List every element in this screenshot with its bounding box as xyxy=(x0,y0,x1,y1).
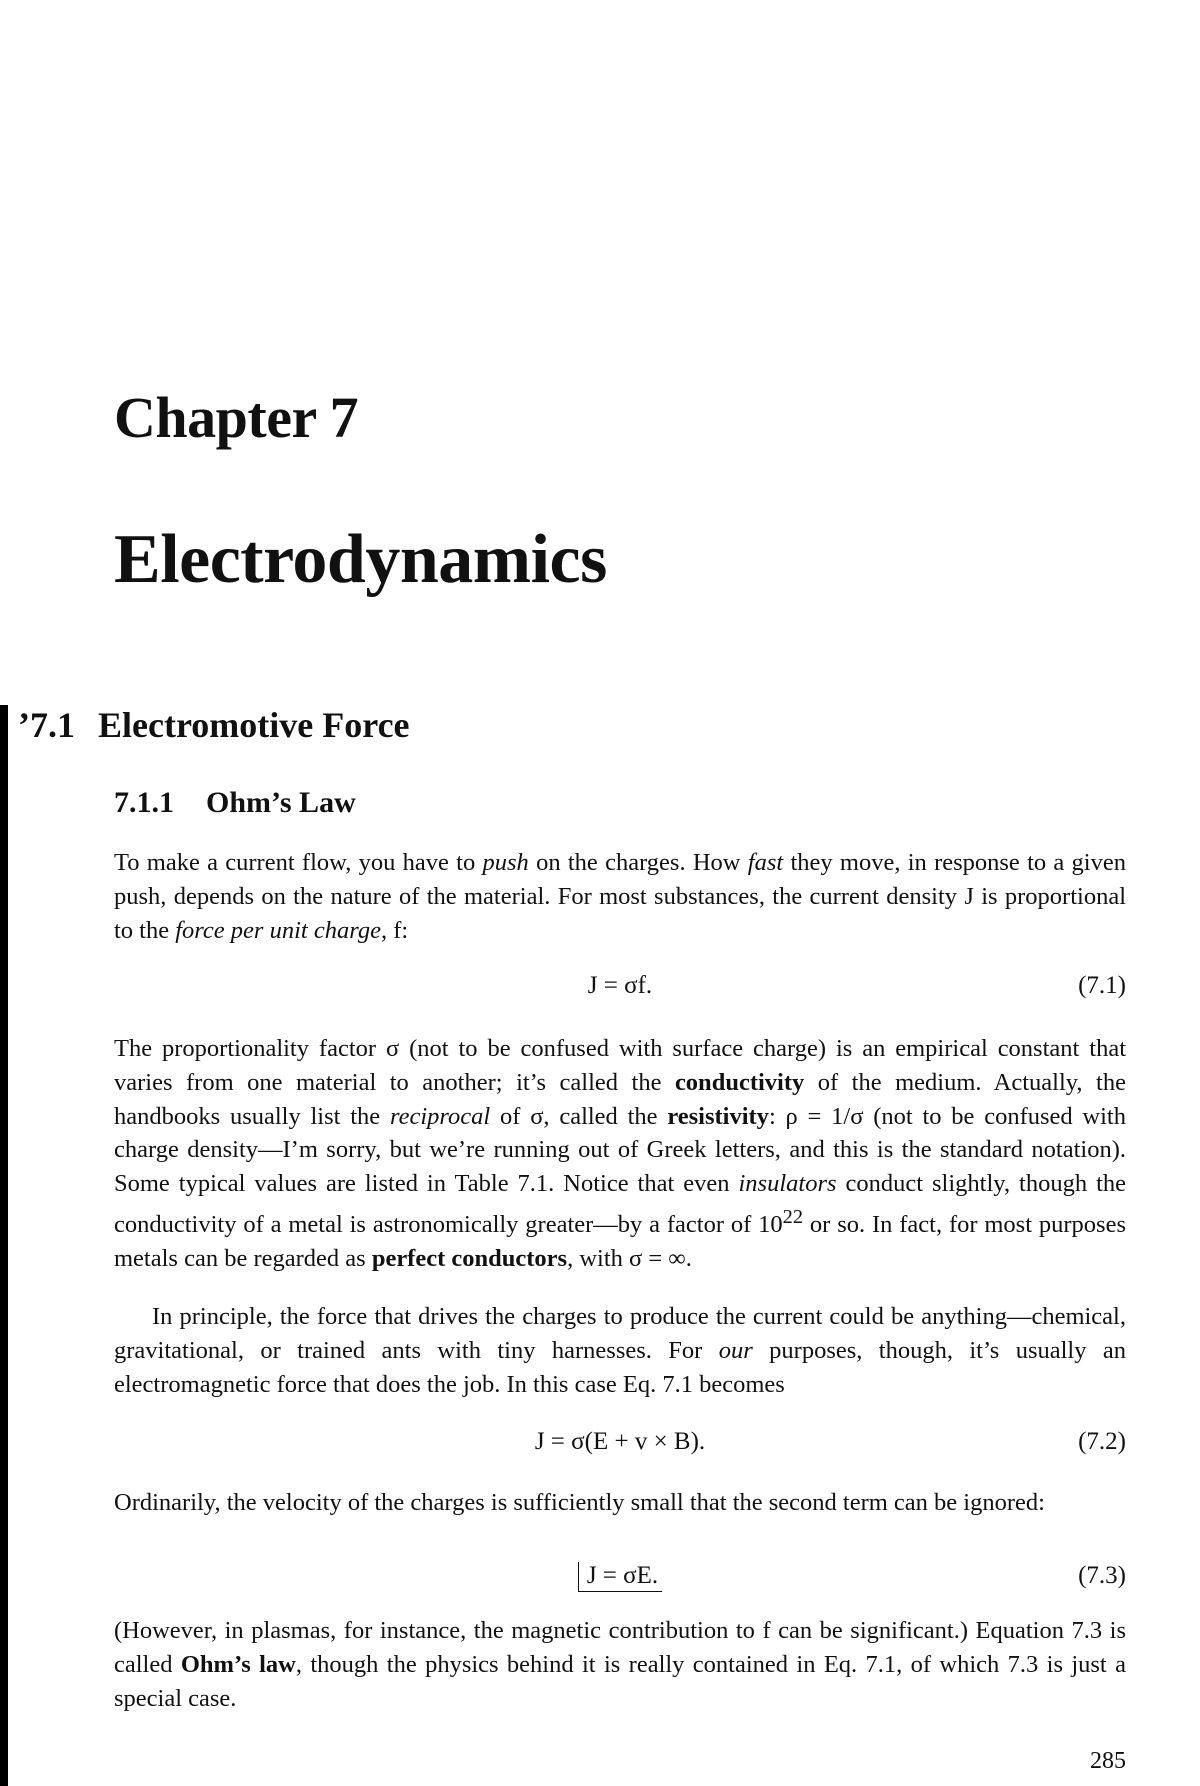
section-number: ’7.1 xyxy=(18,705,75,745)
subsection-title: Ohm’s Law xyxy=(206,786,356,819)
chapter-label: Chapter 7 xyxy=(114,385,359,450)
equation-7-1 xyxy=(114,972,1126,1008)
equation-body: J = σ(E + v × B). xyxy=(534,1428,706,1455)
equation-number: (7.3) xyxy=(1078,1562,1126,1589)
paragraph-2: The proportionality factor σ (not to be confused with surface charge) is an empirical constant that varies from one material to another; it’s called the conductivity of the medium. Actually, the handbooks usually list the reciprocal of σ, called the resistivity: ρ = 1/σ (not to be confused with charge density—I’m sorry, but we’re running out of Greek letters, and this is the standard notation). Some typical values are listed in Table 7.1. Notice that even insulators conduct slightly, though the conductivity of a metal is astronomically greater—by a factor of $10^{22}$ or so. In fact, for most purposes metals can be regarded as perfect conductors, with σ = ∞. xyxy=(114,1035,1126,1272)
subsection-heading xyxy=(114,786,356,820)
equation-number: (7.1) xyxy=(1078,972,1126,999)
paragraph-4: Ordinarily, the velocity of the charges is sufficiently small that the second term can be ignored: xyxy=(114,1489,1045,1516)
chapter-title: Electrodynamics xyxy=(114,521,607,598)
equation-number: (7.2) xyxy=(1078,1428,1126,1455)
boxed-equation-body: J = σE. xyxy=(578,1562,662,1592)
subsection-number: 7.1.1 xyxy=(114,786,174,819)
paragraph-5: (However, in plasmas, for instance, the magnetic contribution to f can be significant.) Equation 7.3 is called Ohm’s law, though the physics behind it is really contained in Eq. 7.1, of which 7.3 is just a special case. xyxy=(114,1617,1126,1712)
section-title: Electromotive Force xyxy=(98,705,410,745)
section-heading xyxy=(18,704,410,746)
page-number: 285 xyxy=(1090,1748,1126,1774)
scan-edge-bar xyxy=(0,705,8,1786)
equation-7-2 xyxy=(114,1428,1126,1464)
paragraph-3: In principle, the force that drives the charges to produce the current could be anything—chemical, gravitational, or trained ants with tiny harnesses. For our purposes, though, it’s usually an electromagnetic force that does the job. In this case Eq. 7.1 becomes xyxy=(114,1303,1126,1398)
equation-7-3 xyxy=(114,1562,1126,1598)
paragraph-1: To make a current flow, you have to push on the charges. How fast they move, in response to a given push, depends on the nature of the material. For most substances, the current density J is proportional to the force per unit charge, f: xyxy=(114,849,1126,944)
equation-body: J = σf. xyxy=(587,972,653,999)
